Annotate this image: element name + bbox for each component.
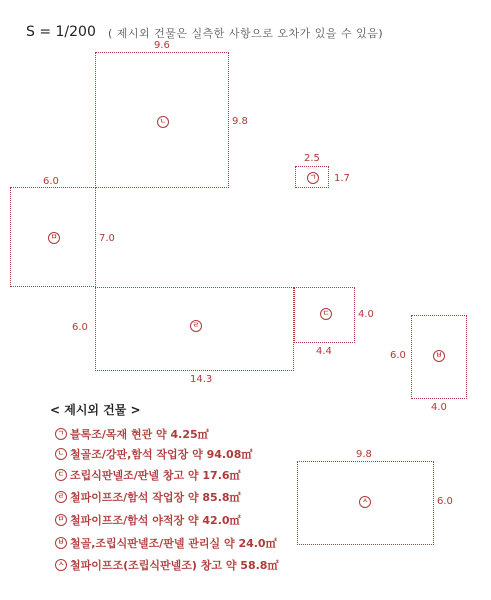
disclaimer-note: ( 제시외 건물은 실측한 사항으로 오차가 있을 수 있음) [108,27,384,40]
building-nieun-width: 9.6 [154,40,170,51]
legend-item [55,489,241,505]
building-bieup-marker: ㅂ [433,350,445,362]
legend-item [55,512,241,528]
building-nieun-marker: ㄴ [157,116,169,128]
legend-item-text: 철골조/강판,함석 작업장 약 94.08㎡ [70,448,253,461]
legend-item [55,535,277,551]
building-digeut-width: 4.4 [316,346,332,357]
building-siot-height: 6.0 [437,496,453,507]
legend-item-text: 철파이프조(조립식판넬조) 창고 약 58.8㎡ [70,559,279,572]
legend-item-marker: ㅅ [55,559,67,571]
building-bieup-height: 6.0 [390,350,406,361]
building-giyeok-height: 1.7 [334,173,350,184]
legend-item-marker: ㄱ [55,428,67,440]
building-giyeok-marker: ㄱ [307,172,319,184]
building-rieul-width: 14.3 [190,374,213,385]
building-rieul-marker: ㄹ [190,320,202,332]
building-mieum-height: 7.0 [99,233,115,244]
legend-item [55,467,241,483]
building-digeut-marker: ㄷ [320,308,332,320]
legend-item [55,426,209,442]
legend-item-text: 철골,조립식판넬조/판넬 관리실 약 24.0㎡ [70,537,277,550]
legend-item-text: 조립식판넬조/판넬 창고 약 17.6㎡ [70,469,241,482]
building-rieul-height: 6.0 [72,322,88,333]
legend-title: < 제시외 건물 > [50,403,141,417]
legend-item-text: 철파이프조/함석 야적장 약 42.0㎡ [70,514,241,527]
legend-item-text: 철파이프조/함석 작업장 약 85.8㎡ [70,491,241,504]
building-digeut-height: 4.0 [358,309,374,320]
legend-item-marker: ㅁ [55,514,67,526]
legend-item-text: 블록조/목재 현관 약 4.25㎡ [70,428,209,441]
building-nieun-height: 9.8 [232,116,248,127]
legend-item-marker: ㅂ [55,537,67,549]
legend-item [55,557,278,573]
building-mieum-marker: ㅁ [48,232,60,244]
building-bieup-width: 4.0 [431,402,447,413]
scale-label: S = 1/200 [26,24,96,40]
legend-item-marker: ㄴ [55,448,67,460]
building-mieum-width: 6.0 [43,176,59,187]
legend-item [55,446,252,462]
building-siot-width: 9.8 [356,449,372,460]
building-siot-marker: ㅅ [359,496,371,508]
building-giyeok-width: 2.5 [304,153,320,164]
legend-item-marker: ㄷ [55,469,67,481]
legend-item-marker: ㄹ [55,491,67,503]
